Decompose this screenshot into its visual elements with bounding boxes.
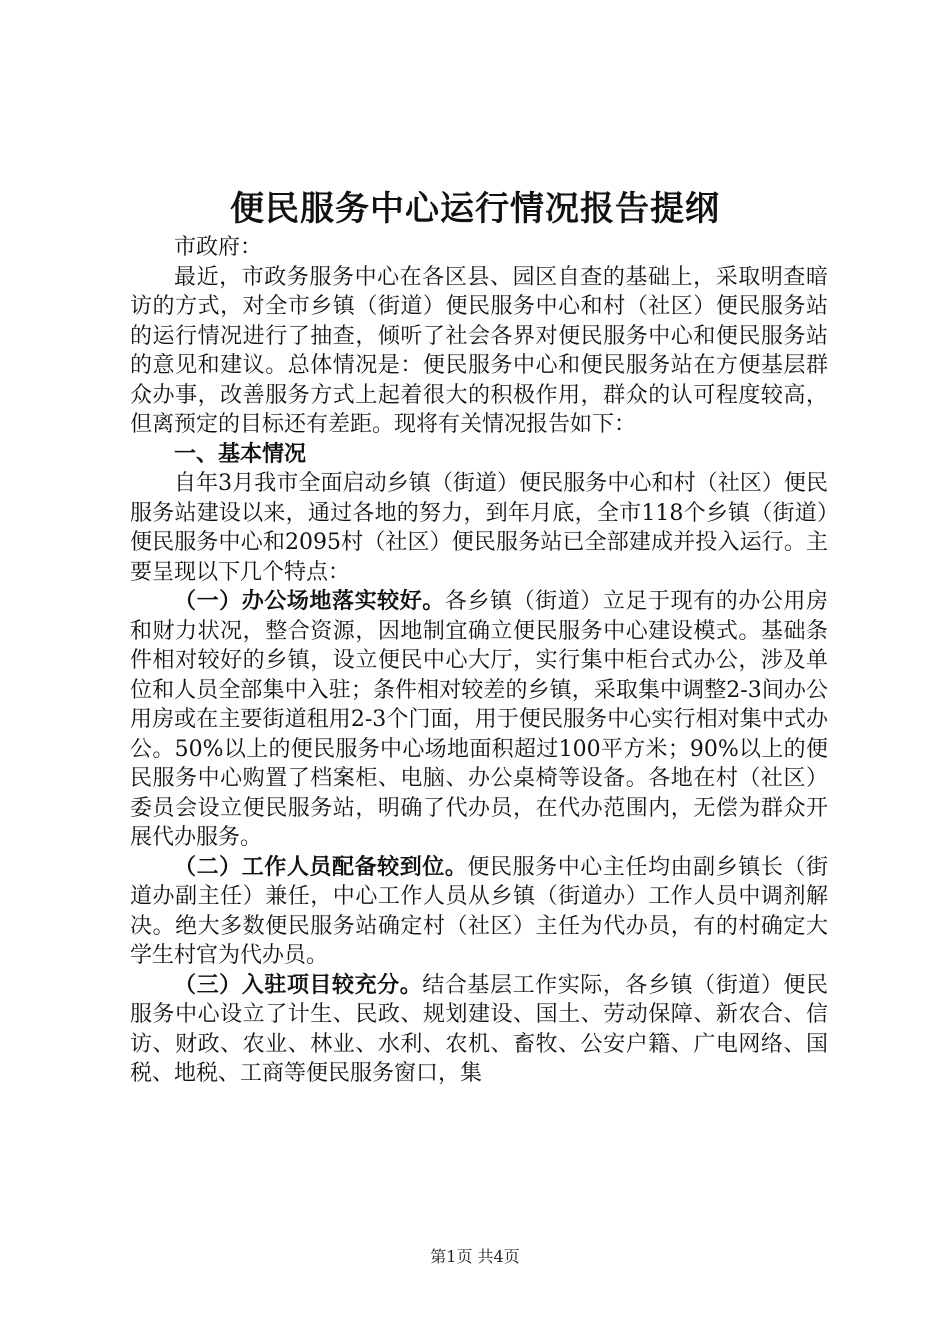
item2-text: 便民服务中心主任均由副乡镇长（街道办副主任）兼任，中心工作人员从乡镇（街道办）工作人员中调剂解决。绝大多数便民服务站确定村（社区）主任为代办员，有的村确定大学生村官为代办员。	[130, 854, 828, 968]
item2-lead: （二）工作人员配备较到位。	[174, 854, 468, 880]
salutation: 市政府：	[174, 235, 263, 260]
item1-lead: （一）办公场地落实较好。	[174, 589, 445, 614]
item2-paragraph	[130, 853, 828, 971]
intro-paragraph: 最近，市政务服务中心在各区县、园区自查的基础上，采取明查暗访的方式，对全市乡镇（街道）便民服务中心和村（社区）便民服务站的运行情况进行了抽查，倾听了社会各界对便民服务中心和便民服务站的意见和建议。总体情况是：便民服务中心和便民服务站在方便基层群众办事，改善服务方式上起着很大的积极作用，群众的认可程度较高，但离预定的目标还有差距。现将有关情况报告如下：	[130, 264, 828, 437]
item3-lead: （三）入驻项目较充分。	[174, 972, 423, 998]
item3-text: 结合基层工作实际，各乡镇（街道）便民服务中心设立了计生、民政、规划建设、国土、劳动保障、新农合、信访、财政、农业、林业、水利、农机、畜牧、公安户籍、广电网络、国税、地税、工商等便民服务窗口，集	[130, 972, 828, 1086]
section-heading-basic: 一、基本情况	[174, 441, 307, 467]
page-number-footer: 第1页 共4页	[430, 1247, 520, 1266]
section1-paragraph: 自年3月我市全面启动乡镇（街道）便民服务中心和村（社区）便民服务站建设以来，通过各地的努力，到年月底，全市118个乡镇（街道）便民服务中心和2095村（社区）便民服务站已全部建成并投入运行。主要呈现以下几个特点：	[130, 471, 828, 585]
document-title: 便民服务中心运行情况报告提纲	[230, 189, 720, 229]
item1-paragraph	[130, 587, 828, 853]
item3-paragraph	[130, 971, 828, 1089]
document-body	[130, 233, 828, 1089]
item1-text: 各乡镇（街道）立足于现有的办公用房和财力状况，整合资源，因地制宜确立便民服务中心建设模式。基础条件相对较好的乡镇，设立便民中心大厅，实行集中柜台式办公，涉及单位和人员全部集中入驻；条件相对较差的乡镇，采取集中调整2-3间办公用房或在主要街道租用2-3个门面，用于便民服务中心实行相对集中式办公。50%以上的便民服务中心场地面积超过100平方米；90%以上的便民服务中心购置了档案柜、电脑、办公桌椅等设备。各地在村（社区）委员会设立便民服务站，明确了代办员，在代办范围内，无偿为群众开展代办服务。	[130, 589, 828, 850]
